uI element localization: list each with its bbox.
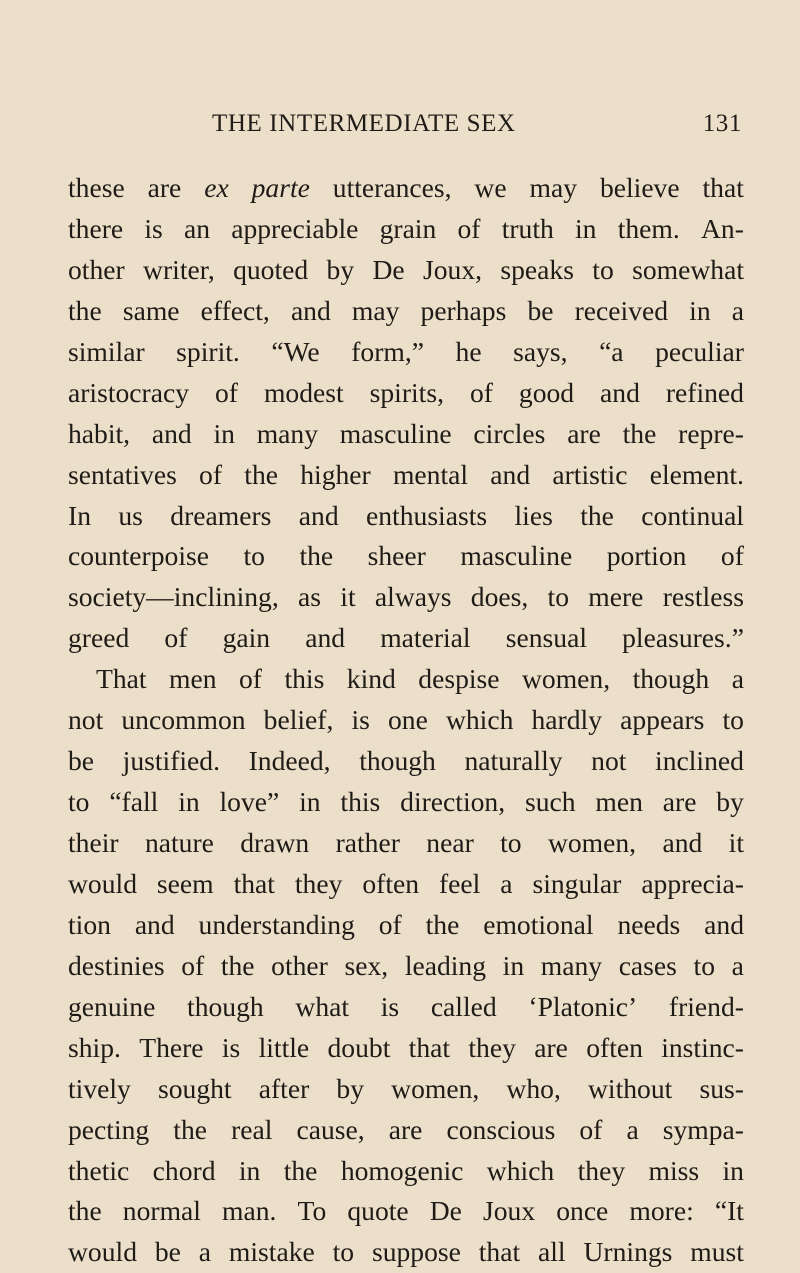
text-line [68,291,744,332]
word: higher [300,458,371,490]
word: as [298,581,322,613]
word: society—inclining, [68,581,279,613]
text-line [68,905,744,946]
word: lies [514,499,553,531]
word: speaks [500,253,574,285]
word: in [238,1154,261,1186]
word: chord [152,1154,216,1186]
word: quoted [233,253,309,285]
word: that [702,172,744,203]
word: leading [404,949,487,981]
word: little [258,1031,310,1063]
word: which [445,704,514,736]
word: the [244,458,278,490]
word: of [579,1113,603,1145]
word: women, [521,663,611,695]
word: is [144,212,163,244]
word: man. [222,1195,277,1227]
word: suppose [371,1236,461,1268]
word: in [722,1154,744,1186]
word: appears [620,704,705,736]
word: mistake [228,1236,315,1268]
text-line [68,864,744,905]
word: such [524,786,576,818]
word: sex, [344,949,389,981]
word: refined [665,376,744,408]
word: a [500,867,513,899]
word: the [220,949,255,981]
word: does, [470,581,529,613]
word: a [198,1236,212,1268]
word: though [632,663,710,695]
word: are [147,172,182,203]
word: rather [335,827,400,858]
word: a [626,1113,639,1145]
word: pleasures.” [622,622,744,654]
word: there [68,212,124,244]
word: masculine [339,417,452,449]
word: appreciable [231,212,359,244]
word: mere [588,581,644,613]
word: inclined [655,745,744,777]
text-line [68,209,744,250]
word: believe [599,172,680,203]
word: uncommon [121,704,246,736]
word: of [164,622,188,654]
word: in [213,417,235,449]
word: love” [219,786,280,818]
word: that [408,1031,451,1063]
word: would [68,867,137,899]
word: nature [144,827,214,858]
word: of [181,949,205,981]
word: “We [271,335,320,367]
word: drawn [240,827,310,858]
word: is [351,704,370,736]
word: destinies [68,949,165,981]
text-line [68,168,744,209]
word: mental [392,458,469,490]
word: them. [617,212,680,244]
word: they [577,1154,626,1186]
body-text [68,168,744,1273]
word: one [388,704,428,736]
word: may [351,294,400,326]
word: these [68,172,125,203]
word: habit, [68,417,131,449]
word: to [547,581,570,613]
word: and [134,908,175,940]
word: in [299,786,321,818]
word: ‘Platonic’ [528,990,638,1022]
word: to [243,540,265,572]
word: Indeed, [248,745,331,777]
word: To [297,1195,327,1227]
word: by [716,786,744,818]
word: to [332,1236,355,1268]
word: must [690,1236,744,1268]
word: Urnings [583,1236,673,1268]
word: kind [346,663,396,695]
word: of [720,540,744,572]
word: good [518,376,575,408]
word: though [187,990,264,1022]
text-line [68,741,744,782]
word: instinc- [661,1031,744,1063]
word: dreamers [170,499,272,531]
word: says, [513,335,568,367]
word: genuine [68,990,156,1022]
text-line [68,414,744,455]
word: ship. [68,1031,121,1063]
word: men [595,786,643,818]
text-line [68,250,744,291]
word: women, [391,1072,480,1104]
word: belief, [263,704,334,736]
word: would [68,1236,137,1268]
word: quote [347,1195,409,1227]
word: often [362,867,420,899]
word: sentatives [68,458,177,490]
word: the [68,1195,102,1227]
word: what [295,990,350,1022]
word: once [556,1195,609,1227]
text-line [68,496,744,537]
word: gain [222,622,271,654]
word: greed [68,622,130,654]
word: feel [438,867,481,899]
text-line [68,455,744,496]
word: women, [547,827,637,858]
word: cases [618,949,677,981]
word: without [587,1072,673,1104]
word: Joux, [423,253,483,285]
word: sheer [367,540,426,572]
word: writer, [143,253,215,285]
word: De [372,253,405,285]
word: is [380,990,400,1022]
text-line [68,782,744,823]
word: it [340,581,356,613]
word: justified. [122,745,220,777]
word: in [689,294,711,326]
word: despise [418,663,500,695]
word: miss [648,1154,700,1186]
word: form,” [351,335,424,367]
word: to [500,827,522,858]
word: That [96,663,147,695]
word: may [529,172,578,203]
word: element. [649,458,744,490]
word: sensual [505,622,587,654]
word: of [239,663,262,695]
page-number: 131 [702,110,742,137]
word: more: [629,1195,694,1227]
word: of [199,458,223,490]
word: not [68,704,104,736]
word: he [455,335,482,367]
word: somewhat [632,253,744,285]
word: naturally [464,745,563,777]
text-line [68,577,744,618]
word: tively [68,1072,131,1104]
word: called [430,990,497,1022]
word: many [256,417,318,449]
word: to [693,949,716,981]
word: are [662,786,697,818]
word: cause, [296,1113,365,1145]
word: the [425,908,460,940]
word: the [622,417,657,449]
word: us [118,499,143,531]
word: spirit. [176,335,240,367]
word: modest [263,376,344,408]
word: by [326,253,355,285]
running-head: THE INTERMEDIATE SEX [212,110,516,137]
word: by [336,1072,364,1104]
word: grain [379,212,437,244]
word: An- [700,212,744,244]
word: doubt [327,1031,391,1063]
word: are [534,1031,568,1063]
word: they [294,867,343,899]
word: always [374,581,452,613]
text-line [68,1232,744,1273]
text-line [68,1191,744,1232]
word: restless [662,581,744,613]
word: many [540,949,603,981]
word: are [388,1113,423,1145]
word: pecting [68,1113,150,1145]
word: seem [156,867,214,899]
word: conscious [446,1113,556,1145]
word: of [457,212,481,244]
word: of [215,376,238,408]
word: ex [204,172,229,203]
word: in [178,786,200,818]
word: Joux [483,1195,536,1227]
word: sus- [699,1072,744,1104]
word: and [298,499,339,531]
word: to [592,253,614,285]
word: it [728,827,744,858]
word: that [478,1236,521,1268]
word: is [221,1031,241,1063]
word: understanding [198,908,355,940]
word: truth [501,212,554,244]
word: parte [251,172,310,203]
text-line [68,332,744,373]
word: De [429,1195,462,1227]
word: of [378,908,402,940]
text-line [68,373,744,414]
word: not [591,745,627,777]
word: we [474,172,507,203]
word: aristocracy [68,376,190,408]
word: artistic [552,458,628,490]
word: they [468,1031,516,1063]
text-line [68,823,744,864]
text-line [68,1028,744,1069]
word: hardly [531,704,602,736]
word: emotional [483,908,594,940]
word: continual [641,499,744,531]
word: and [600,376,640,408]
word: homogenic [340,1154,464,1186]
word: though [359,745,436,777]
word: counterpoise [68,540,209,572]
word: often [586,1031,643,1063]
word: the [299,540,334,572]
word: spirits, [369,376,444,408]
word: singular [532,867,622,899]
word: other [68,253,125,285]
word: repre- [678,417,744,449]
word: same [122,294,180,326]
word: be [527,294,554,326]
word: “fall [109,786,159,818]
word: In [68,499,91,531]
text-line [68,987,744,1028]
word: a [731,949,744,981]
text-line [68,659,744,700]
word: all [538,1236,566,1268]
word: real [231,1113,273,1145]
word: sympa- [662,1113,744,1145]
word: a [731,294,744,326]
word: portion [606,540,687,572]
word: circles [473,417,546,449]
word: enthusiasts [366,499,488,531]
word: to [722,704,744,736]
word: are [567,417,601,449]
word: this [284,663,325,695]
word: be [68,745,95,777]
word: other [271,949,328,981]
word: and [490,458,531,490]
word: sought [157,1072,232,1104]
text-line [68,536,744,577]
word: be [154,1236,181,1268]
word: apprecia- [641,867,744,899]
word: the [68,294,102,326]
word: utterances, [332,172,452,203]
word: effect, [200,294,270,326]
word: normal [122,1195,201,1227]
word: in [575,212,597,244]
word: their [68,827,119,858]
page-header [212,110,742,146]
text-line [68,700,744,741]
text-line [68,1110,744,1151]
word: masculine [460,540,573,572]
word: in [502,949,525,981]
word: to [68,786,90,818]
word: “a [599,335,624,367]
text-line [68,1069,744,1110]
word: perhaps [420,294,507,326]
word: an [183,212,211,244]
word: thetic [68,1154,130,1186]
word: tion [68,908,111,940]
word: near [426,827,474,858]
word: a [731,663,744,695]
word: received [574,294,669,326]
word: and [151,417,192,449]
text-line [68,1151,744,1192]
word: that [233,867,275,899]
word: and [290,294,331,326]
word: who, [506,1072,561,1104]
word: and [662,827,703,858]
word: material [380,622,471,654]
text-line [68,946,744,987]
text-line [68,618,744,659]
word: friend- [668,990,744,1022]
word: “It [714,1195,744,1227]
word: this [340,786,381,818]
word: and [305,622,346,654]
word: which [486,1154,555,1186]
word: the [283,1154,318,1186]
word: direction, [400,786,506,818]
word: There [139,1031,204,1063]
word: similar [68,335,145,367]
word: of [469,376,493,408]
word: and [704,908,744,940]
word: needs [617,908,681,940]
word: men [169,663,217,695]
word: after [258,1072,310,1104]
word: the [580,499,614,531]
word: peculiar [655,335,744,367]
word: the [173,1113,207,1145]
